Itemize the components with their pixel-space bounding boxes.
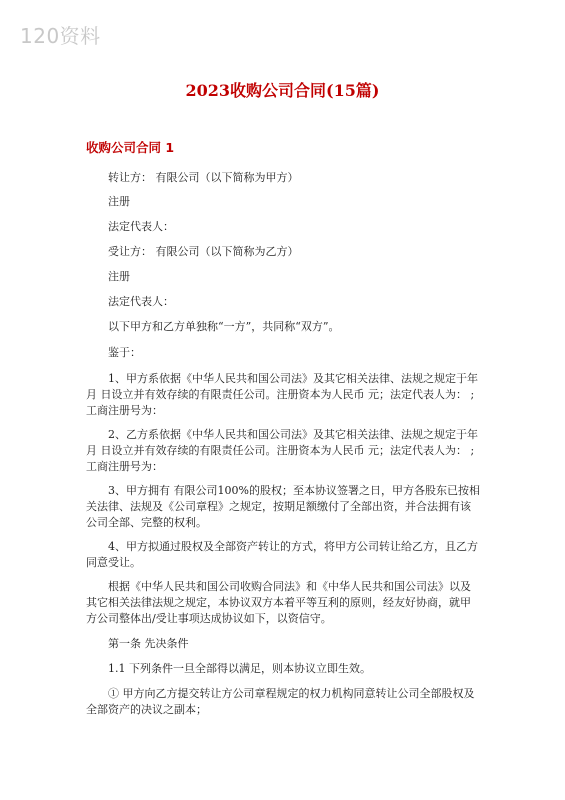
- paragraph-registration-b: 注册: [108, 270, 130, 283]
- paragraph-recital-4: 4、甲方拟通过股权及全部资产转让的方式，将甲方公司转让给乙方，且乙方同意受让。: [86, 540, 478, 569]
- paragraph-registration-a: 注册: [108, 195, 130, 208]
- clause-1-1: 1.1 下列条件一旦全部得以满足，则本协议立即生效。: [108, 662, 371, 675]
- paragraph-legal-rep-b: 法定代表人：: [108, 295, 174, 308]
- paragraph-recital-2: 2、乙方系依据《中华人民共和国公司法》及其它相关法律、法规之规定于年 月 日设立并有效存续的有限责任公司。注册资本为人民币 元；法定代表人为： ;工商注册号为：: [86, 428, 478, 473]
- section-heading: 收购公司合同 1: [86, 140, 175, 155]
- watermark: 120资料: [20, 24, 101, 48]
- paragraph-recital-3: 3、甲方拥有 有限公司100%的股权；至本协议签署之日，甲方各股东已按相关法律、法规及《公司章程》之规定，按期足额缴付了全部出资，并合法拥有该公司全部、完整的权利。: [86, 484, 480, 529]
- paragraph-whereas: 鉴于：: [108, 346, 141, 359]
- paragraph-recital-1: 1、甲方系依据《中华人民共和国公司法》及其它相关法律、法规之规定于年 月 日设立并有效存续的有限责任公司。注册资本为人民币 元；法定代表人为： ;工商注册号为：: [86, 372, 478, 417]
- paragraph-transferee: 受让方： 有限公司（以下简称为乙方）: [108, 245, 299, 258]
- clause-item-1: ① 甲方向乙方提交转让方公司章程规定的权力机构同意转让公司全部股权及全部资产的决议之副本；: [86, 687, 475, 716]
- paragraph-legal-rep-a: 法定代表人：: [108, 220, 174, 233]
- article-1-heading: 第一条 先决条件: [108, 637, 189, 650]
- paragraph-transferor: 转让方： 有限公司（以下简称为甲方）: [108, 171, 299, 184]
- paragraph-parties-definition: 以下甲方和乙方单独称“一方”，共同称“双方”。: [108, 320, 340, 333]
- document-title: 2023收购公司合同(15篇): [185, 81, 380, 100]
- paragraph-basis: 根据《中华人民共和国公司收购合同法》和《中华人民共和国公司法》以及其它相关法律法规之规定，本协议双方本着平等互利的原则，经友好协商，就甲方公司整体出/受让事项达成协议如下，以资信守。: [86, 580, 471, 625]
